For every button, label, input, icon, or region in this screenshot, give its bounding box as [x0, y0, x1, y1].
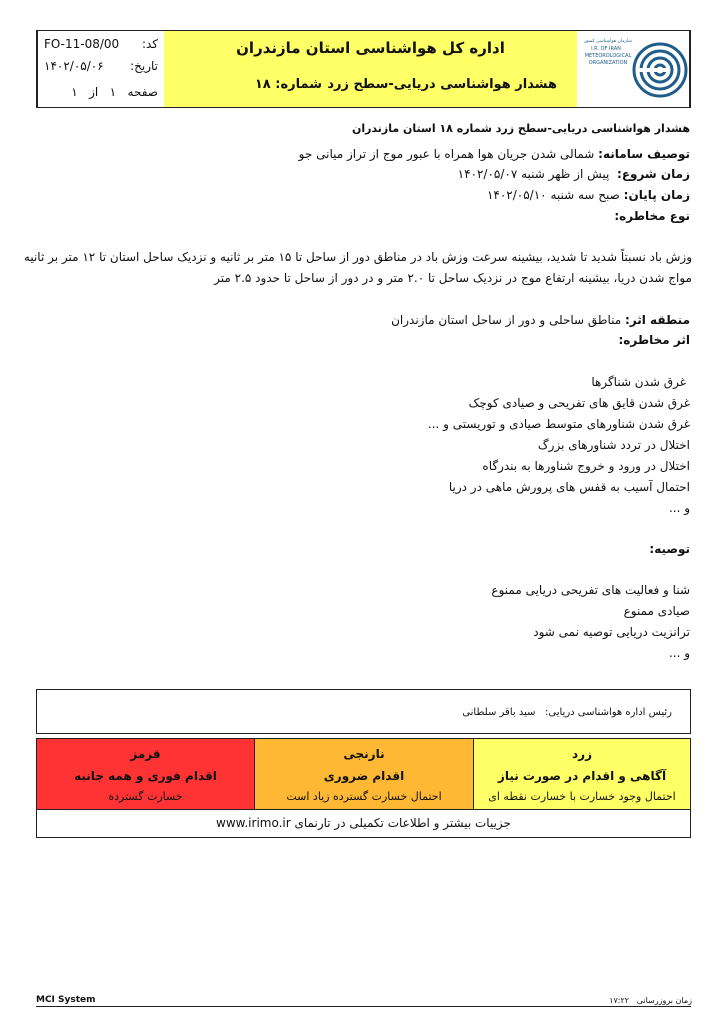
system-name: MCI System: [36, 995, 96, 1005]
effect-item: غرق شدن شناورهای متوسط صیادی و توریستی و ...: [427, 417, 690, 431]
level-yellow-action: آگاهی و اقدام در صورت نیاز: [497, 769, 667, 783]
level-orange-desc: احتمال خسارت گسترده زیاد است: [286, 790, 442, 803]
warning-heading: هشدار هواشناسی دریایی-سطح زرد شماره ۱۸ استان مازندران: [351, 122, 690, 135]
signature-box: [36, 689, 691, 734]
effect-item: غرق شدن قایق های تفریحی و صیادی کوچک: [468, 396, 690, 410]
hazard-effects-label: اثر مخاطره:: [618, 333, 690, 347]
effect-item: احتمال آسیب به قفس های پرورش ماهی در دریا: [448, 480, 690, 494]
level-orange-action: اقدام ضروری: [323, 769, 405, 783]
warning-level-title: هشدار هواشناسی دریایی-سطح زرد: [327, 77, 557, 92]
description-value: شمالی شدن جریان هوا همراه با عبور موج از تراز میانی جو: [298, 147, 599, 161]
hazard-line-1: وزش باد نسبتاً شدید تا شدید، بیشینه سرعت وزش باد در مناطق دور از ساحل تا ۱۵ متر بر ثانیه و نزدیک ساحل استان تا ۱۲ متر بر ثانیه: [23, 250, 692, 264]
footer-divider: [36, 1006, 691, 1007]
code-row: [44, 37, 158, 51]
meteorology-logo-icon: [578, 32, 688, 106]
update-time: زمان بروزرسانی ۱۷:۲۲: [609, 996, 692, 1005]
description-line: [299, 147, 690, 161]
code-value: FO-11-08/00: [44, 37, 120, 51]
warning-levels-table: [36, 738, 691, 810]
start-time-label: زمان شروع:: [617, 167, 690, 181]
advice-item: و ...: [668, 646, 690, 660]
advice-item: صیادی ممنوع: [623, 604, 690, 618]
logo-text-3: ORGANIZATION: [588, 60, 628, 66]
level-red-title: قرمز: [130, 747, 161, 761]
effect-item: و ...: [668, 501, 690, 515]
end-time-line: [487, 188, 690, 202]
advice-item: ترانزیت دریایی توصیه نمی شود: [533, 625, 690, 639]
document-header: [36, 30, 691, 108]
hazard-line-2: مواج شدن دریا، بیشینه ارتفاع موج در نزدیک ساحل تا ۲.۰ متر و در دور از ساحل تا حدود ۲.۵ متر: [214, 271, 692, 285]
page-row: [44, 85, 158, 99]
header-meta: [37, 31, 164, 107]
level-red-desc: خسارت گسترده: [108, 790, 183, 803]
level-red: [37, 739, 255, 809]
level-red-action: اقدام فوری و همه جانبه: [74, 769, 217, 783]
description-label: توصیف سامانه:: [598, 147, 690, 161]
start-time-line: [458, 167, 690, 181]
logo-text-fa: سازمان هواشناسی کشور: [584, 39, 632, 44]
signature-text: رئیس اداره هواشناسی دریایی: سید باقر سلطانی: [462, 707, 672, 718]
advice-item: شنا و فعالیت های تفریحی دریایی ممنوع: [491, 583, 690, 597]
date-label: تاریخ:: [130, 59, 158, 73]
level-orange: [255, 739, 474, 809]
logo-text-2: METEOROLOGICAL: [584, 53, 632, 59]
level-yellow-title: زرد: [572, 747, 592, 761]
code-label: کد:: [141, 37, 158, 51]
impact-area-value: مناطق ساحلی و دور از ساحل استان مازندران: [391, 313, 625, 327]
start-time-value: پیش از ظهر شنبه ۱۴۰۲/۰۵/۰۷: [457, 167, 618, 181]
page-number: صفحه ۱ از ۱: [71, 85, 158, 99]
page-title: اداره کل هواشناسی استان مازندران: [236, 39, 505, 57]
date-value: ۱۴۰۲/۰۵/۰۶: [44, 59, 104, 73]
logo-text-1: I.R. OF IRAN: [591, 46, 621, 52]
effect-item: غرق شدن شناگرها: [591, 375, 686, 389]
effect-item: اختلال در تردد شناورهای بزرگ: [537, 438, 690, 452]
end-time-value: صبح سه شنبه ۱۴۰۲/۰۵/۱۰: [486, 188, 624, 202]
level-yellow: [474, 739, 690, 809]
advice-label: توصیه:: [649, 542, 690, 556]
impact-area-label: منطقه اثر:: [625, 313, 690, 327]
organization-logo: [577, 31, 690, 107]
end-time-label: زمان پایان:: [623, 188, 690, 202]
header-title-area: [164, 31, 577, 107]
date-row: [44, 59, 158, 73]
hazard-type-label: نوع مخاطره:: [614, 209, 690, 223]
website-link[interactable]: جزییات بیشتر و اطلاعات تکمیلی در تارنمای www.irimo.ir: [36, 810, 691, 838]
level-orange-title: نارنجی: [343, 747, 385, 761]
level-yellow-desc: احتمال وجود خسارت با خسارت نقطه ای: [488, 790, 676, 803]
impact-area-line: [391, 313, 690, 327]
warning-number: شماره: ۱۸: [254, 77, 322, 92]
effect-item: اختلال در ورود و خروج شناورها به بندرگاه: [482, 459, 690, 473]
